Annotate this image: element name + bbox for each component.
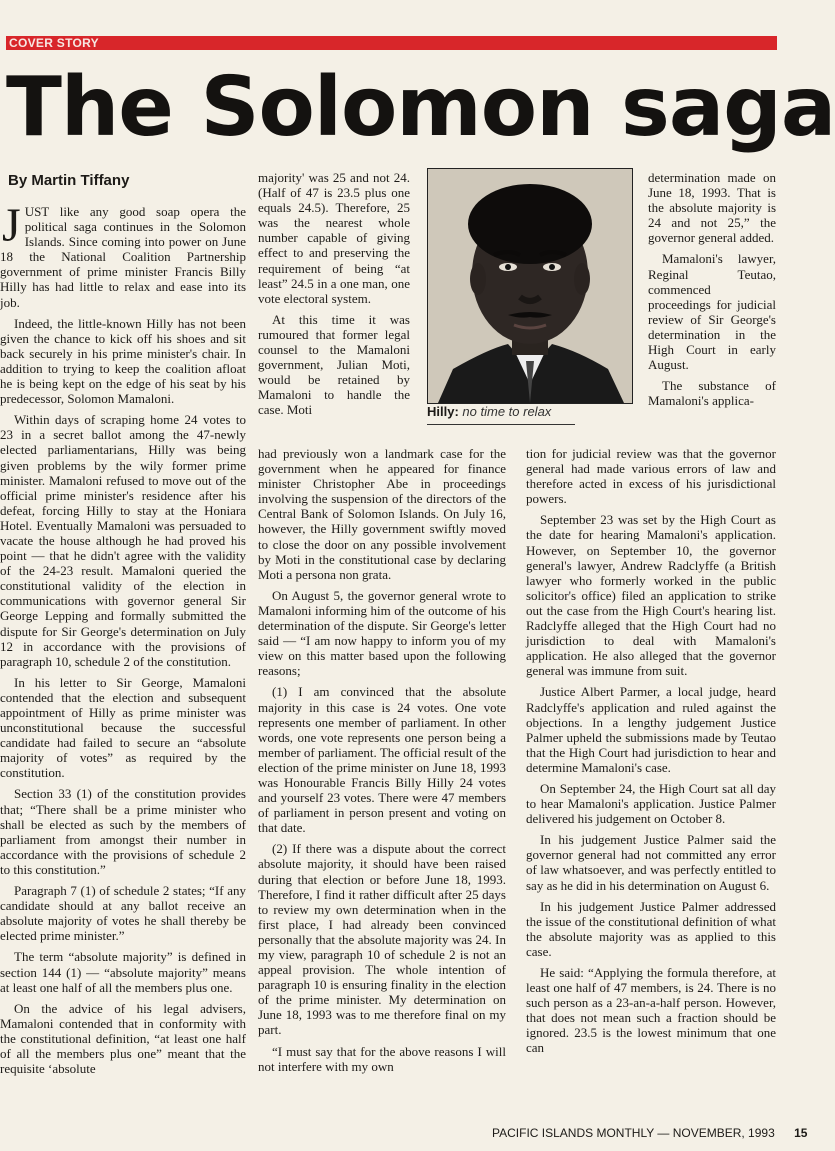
section-label: COVER STORY: [9, 36, 99, 50]
photo-caption: [427, 404, 637, 419]
caption-name: Hilly:: [427, 404, 459, 419]
paragraph: Justice Albert Parmer, a local judge, heard Radclyffe's application and ruled against the objections. In a lengthy judgement Justice Palmer upheld the submissions made by Teutao that the High Court had jurisdiction to hear and determine Mamaloni's case.: [526, 684, 776, 775]
paragraph: determination made on June 18, 1993. That is the absolute majority is 24 and not 25,” the governor general added.: [648, 170, 776, 246]
article-column-1: [0, 199, 246, 1082]
byline: By Martin Tiffany: [8, 172, 130, 189]
paragraph: Within days of scraping home 24 votes to 23 in a secret ballot among the 47-newly elected parliamentarians, Hilly was being given problems by the wily former prime minister. Mamaloni refused to move out of the official prime minister's residence after his defeat, forcing Hilly to stay at the Honiara Hotel. Eventually Mamaloni was persuaded to vacate the house although he had proved his point — that he didn't agree with the validity of the 24-23 result. Mamaloni queried the constitutional validity of the election in communications with governor general Sir George Lepping and formally submitted the dispute for Sir George's determination on July 12 in accordance with the provisions of paragraph 10, schedule 2 of the constitution.: [0, 412, 246, 669]
paragraph: “I must say that for the above reasons I will not interfere with my own: [258, 1043, 506, 1074]
paragraph: On September 24, the High Court sat all day to hear Mamaloni's application. Justice Palmer delivered his judgement on October 8.: [526, 780, 776, 827]
paragraph: On the advice of his legal advisers, Mamaloni contended that in conformity with the constitutional definition, “at least one half of all the members plus one” meant that the requisite ‘absolute: [0, 1000, 246, 1077]
paragraph: Mamaloni's lawyer, Reginal Teutao, commenced proceedings for judicial review of Sir George's determination in the High Court in early August.: [648, 251, 776, 373]
paragraph: In his judgement Justice Palmer addressed the issue of the constitutional definition of what the absolute majority was as applied to this case.: [526, 898, 776, 959]
paragraph: September 23 was set by the High Court as the date for hearing Mamaloni's application. However, on September 10, the governor general's lawyer, Andrew Radclyffe (a British lawyer who formerly worked in the public solicitor's office) filed an application to strike out the case from the High Court's hearing list. Radclyffe alleged that the High Court had no jurisdiction to deal with Mamaloni's application. He also alleged that the governor general was immune from suit.: [526, 512, 776, 679]
caption-text: no time to relax: [462, 404, 552, 419]
section-banner: [6, 36, 777, 50]
footer-publication: PACIFIC ISLANDS MONTHLY — NOVEMBER, 1993: [492, 1126, 775, 1140]
paragraph: The term “absolute majority” is defined in section 144 (1) — “absolute majority” means at least one half of all the members plus one.: [0, 949, 246, 995]
paragraph: tion for judicial review was that the governor general had made various errors of law and therefore acted in excess of his jurisdictional powers.: [526, 446, 776, 507]
paragraph: Section 33 (1) of the constitution provides that; “There shall be a prime minister who shall be elected as such by the members of parliament from amongst their number in accordance with the provisions of schedule 2 to this constitution.”: [0, 786, 246, 877]
headline: The Solomon saga: [6, 60, 835, 155]
paragraph: Paragraph 7 (1) of schedule 2 states; “If any candidate should at any ballot receive an absolute majority of votes he shall thereby be elected prime minister.”: [0, 883, 246, 944]
portrait-photo: [427, 168, 633, 404]
portrait-illustration: [428, 169, 632, 403]
drop-cap: J: [2, 199, 21, 252]
caption-rule: [427, 424, 575, 425]
paragraph: He said: “Applying the formula therefore, at least one half of 47 members, is 24. There is no such person as a 23-an-a-half person. However, that does not mean such a fraction should be ignored. 23.5 is the lowest minimum that one can: [526, 965, 776, 1056]
lead-text: UST like any good soap opera the political saga continues in the Solomon Islands. Since coming into power on June 18 the National Coalition Partnership government of prime minister Francis Billy Hilly has had little to relax and ease into its job.: [0, 204, 246, 310]
paragraph: In his letter to Sir George, Mamaloni contended that the election and subsequent appointment of Hilly as prime minister was unconstitutional because the successful candidate had failed to secure an “absolute majority of votes” as required by the constitution.: [0, 674, 246, 781]
paragraph: On August 5, the governor general wrote to Mamaloni informing him of the outcome of his determination of the dispute. Sir George's letter said — “I am now happy to inform you of my view on this matter based upon the following reasons;: [258, 587, 506, 679]
article-column-2-top: [258, 170, 410, 424]
paragraph: Indeed, the little-known Hilly has not been given the chance to kick off his shoes and sit back securely in his prime minister's chair. In addition to trying to keep the coalition afloat he is being kept on the edge of his seat by his predecessor, Solomon Mamaloni.: [0, 315, 246, 407]
paragraph: At this time it was rumoured that former legal counsel to the Mamaloni government, Julian Moti, would be retained by Mamaloni to handle the case. Moti: [258, 311, 410, 418]
article-column-2-bottom: [258, 446, 506, 1080]
paragraph: (1) I am convinced that the absolute majority in this case is 24 votes. One vote represents one member of parliament. In other words, one vote represents one person being a member of parliament. The official result of the election of the prime minister on June 18, 1993 was Honourable Francis Billy Hilly 24 votes and yourself 23 votes. There were 47 members of parliament in person present and voting on that date.: [258, 684, 506, 836]
article-column-3-bottom: [526, 446, 776, 1062]
paragraph: (2) If there was a dispute about the correct absolute majority, it should have been raised during that election or before June 18, 1993. Therefore, I find it rather difficult after 25 days to review my own determination when in the first place, I had already been convinced personally that the absolute majority was 24. In my view, paragraph 10 of schedule 2 is not an appeal provision. The whole intention of paragraph 10 is ensuring finality in the election of the prime minister. My determination on June 18, 1993 was to me therefore final on my part.: [258, 841, 506, 1038]
paragraph: had previously won a landmark case for the government when he appeared for finance minister Christopher Abe in proceedings involving the suspension of the directors of the Central Bank of Solomon Islands. On July 16, however, the Hilly government swiftly moved to close the door on any possible involvement by Moti in the constitutional case by declaring Moti a persona non grata.: [258, 446, 506, 582]
lead-paragraph: [0, 199, 246, 310]
paragraph: majority' was 25 and not 24. (Half of 47 is 23.5 plus one equals 24.5). Therefore, 25 was the nearest whole number capable of giving effect to and preserving the requirement of being “at least” 24.5 in a one man, one vote electoral system.: [258, 170, 410, 306]
paragraph: In his judgement Justice Palmer said the governor general had not committed any error of law whatsoever, and was perfectly entitled to say as he did in his determination on August 6.: [526, 832, 776, 893]
page-number: 15: [794, 1126, 808, 1140]
paragraph: The substance of Mamaloni's applica-: [648, 378, 776, 409]
article-column-3-top: [648, 170, 776, 414]
page-footer: [492, 1126, 807, 1140]
